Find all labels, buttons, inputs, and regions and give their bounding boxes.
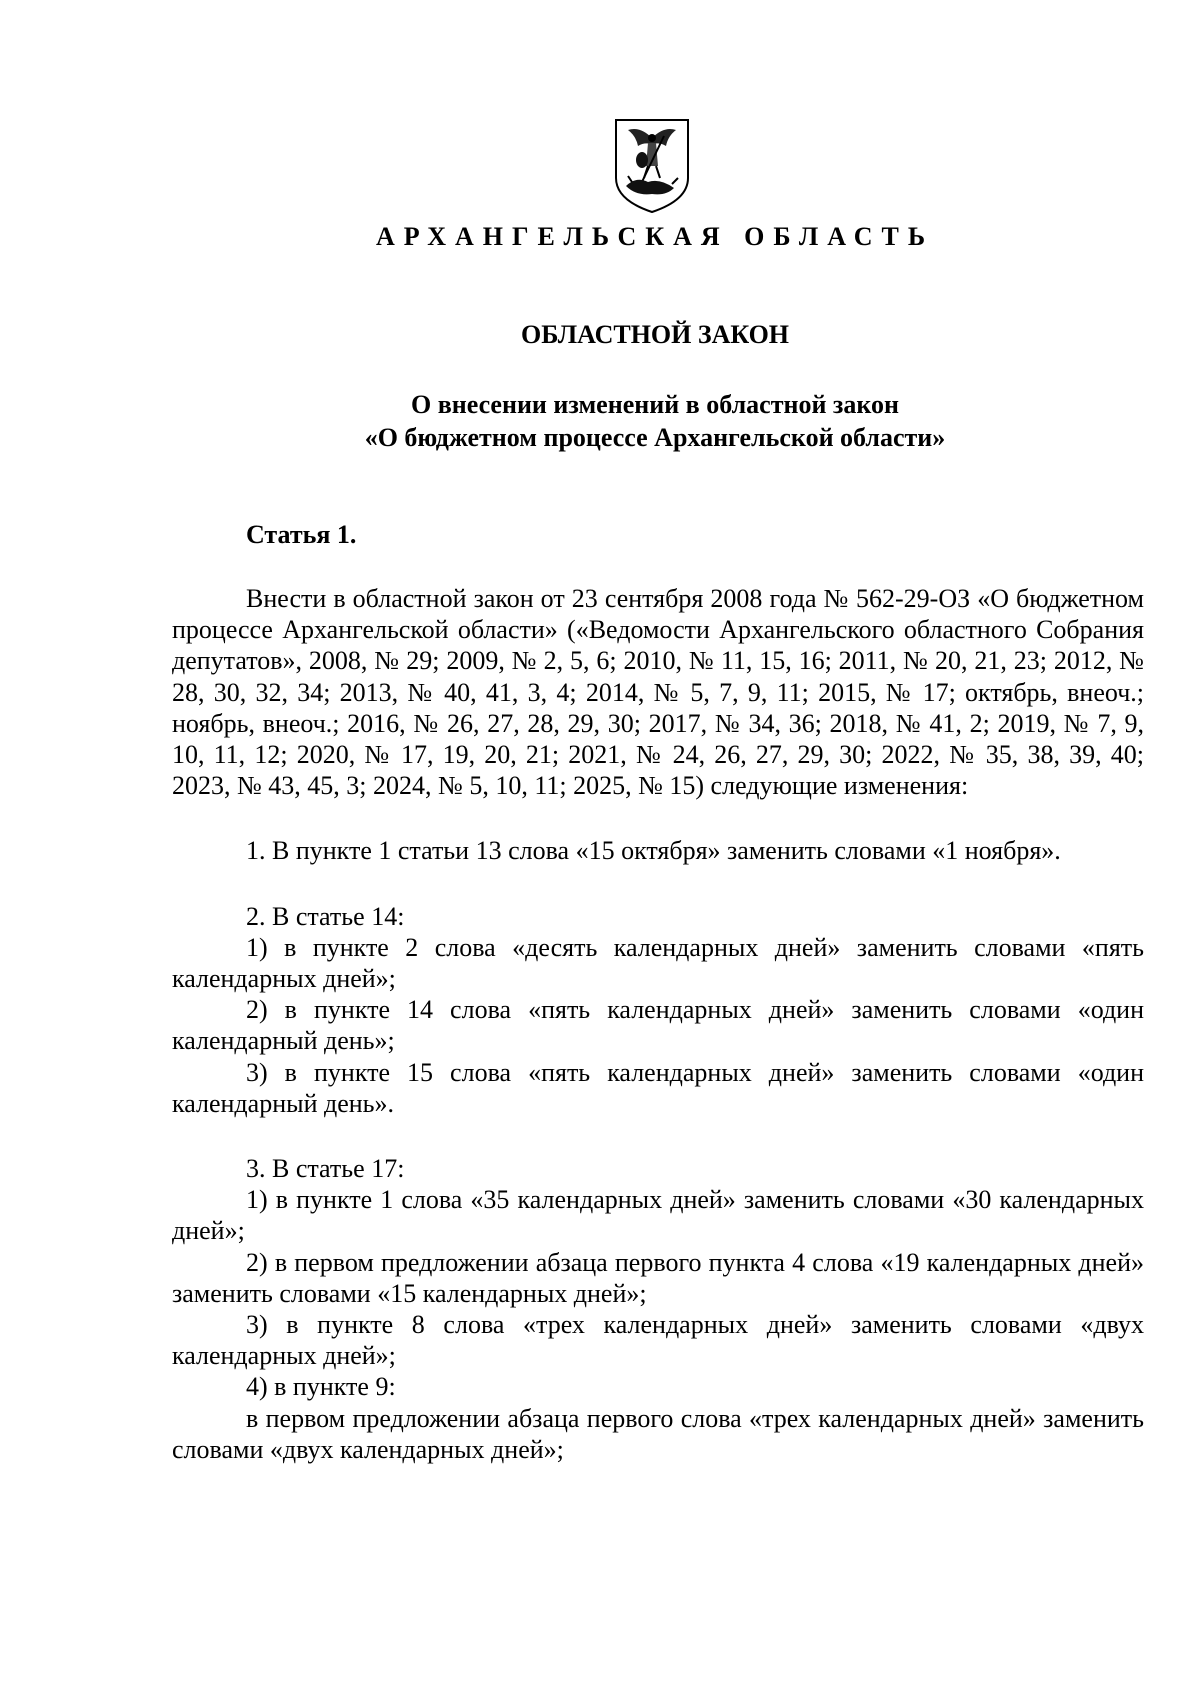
item-2-heading: 2. В статье 14: bbox=[246, 901, 405, 931]
item-2-sub-1: 1) в пункте 2 слова «десять календарных дней» заменить словами «пять календарных дней»; bbox=[172, 932, 1144, 994]
law-title-line-1: О внесении изменений в областной закон bbox=[410, 390, 900, 419]
article-heading: Статья 1. bbox=[246, 520, 357, 549]
intro-paragraph: Внести в областной закон от 23 сентября 2008 года № 562-29-ОЗ «О бюджетном процессе Архангельской области» («Ведомости Архангельского областного Собрания депутатов», 2008, № 29; 2009, № 2, 5, 6; 2010, № 11, 15, 16; 2011, № 20, 21, 23; 2012, № 28, 30, 32, 34; 2013, № 40, 41, 3, 4; 2014, № 5, 7, 9, 11; 2015, № 17; октябрь, внеоч.; ноябрь, внеоч.; 2016, № 26, 27, 28, 29, 30; 2017, № 34, 36; 2018, № 41, 2; 2019, № 7, 9, 10, 11, 12; 2020, № 17, 19, 20, 21; 2021, № 24, 26, 27, 29, 30; 2022, № 35, 38, 39, 40; 2023, № 43, 45, 3; 2024, № 5, 10, 11; 2025, № 15) следующие изменения: bbox=[172, 584, 1144, 801]
item-3-sub-3: 3) в пункте 8 слова «трех календарных дней» заменить словами «двух календарных дней»; bbox=[172, 1310, 1144, 1371]
article-body bbox=[172, 583, 1144, 1465]
item-3-sub-4: 4) в пункте 9: bbox=[246, 1372, 396, 1402]
coat-of-arms-icon bbox=[612, 116, 692, 216]
law-title bbox=[0, 388, 1200, 454]
region-name: АРХАНГЕЛЬСКАЯ ОБЛАСТЬ bbox=[375, 222, 935, 251]
item-2-sub-2: 2) в пункте 14 слова «пять календарных дней» заменить словами «один календарный день»; bbox=[172, 995, 1144, 1056]
item-3-heading: 3. В статье 17: bbox=[246, 1154, 405, 1184]
law-title-line-2: «О бюджетном процессе Архангельской области» bbox=[364, 423, 946, 452]
item-1: 1. В пункте 1 статьи 13 слова «15 октября» заменить словами «1 ноября». bbox=[246, 836, 1061, 866]
item-3-sub-4-text: в первом предложении абзаца первого слова «трех календарных дней» заменить словами «двух календарных дней»; bbox=[172, 1403, 1144, 1464]
document-type: ОБЛАСТНОЙ ЗАКОН bbox=[520, 320, 790, 349]
item-2-sub-3: 3) в пункте 15 слова «пять календарных дней» заменить словами «один календарный день». bbox=[172, 1057, 1144, 1118]
item-3-sub-2: 2) в первом предложении абзаца первого пункта 4 слова «19 календарных дней» заменить словами «15 календарных дней»; bbox=[172, 1247, 1144, 1308]
item-3-sub-1: 1) в пункте 1 слова «35 календарных дней» заменить словами «30 календарных дней»; bbox=[172, 1185, 1144, 1246]
